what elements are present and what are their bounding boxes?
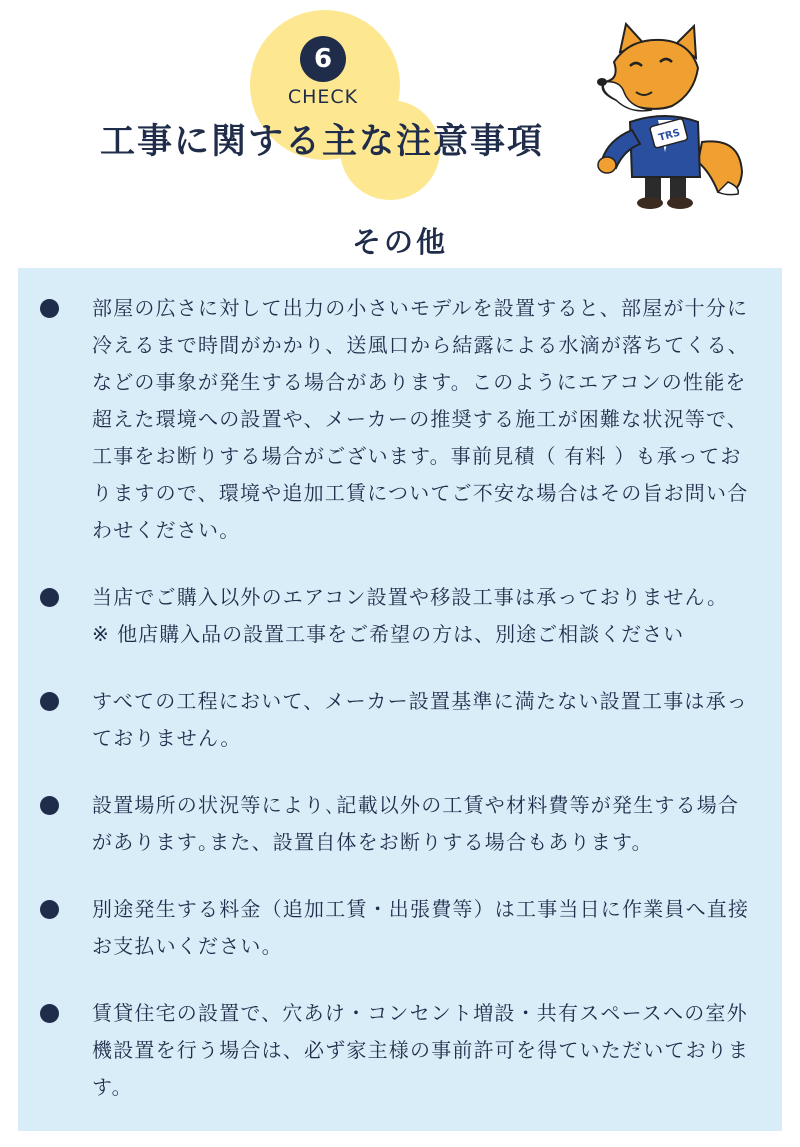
notice-list	[18, 268, 782, 1106]
page-title: 工事に関する主な注意事項	[100, 122, 545, 162]
bullet-dot-icon	[40, 796, 59, 815]
list-item-text: 設置場所の状況等により､記載以外の工賃や材料費等が発生する場合があります｡また、設置自体をお断りする場合もあります。	[92, 793, 740, 854]
list-item	[40, 683, 752, 757]
bullet-dot-icon	[40, 1004, 59, 1023]
bullet-dot-icon	[40, 588, 59, 607]
list-item-note: ※ 他店購入品の設置工事をご希望の方は、別途ご相談ください	[92, 622, 685, 646]
list-item	[40, 579, 752, 653]
list-item-text: 当店でご購入以外のエアコン設置や移設工事は承っておりません。	[92, 585, 729, 609]
list-item	[40, 995, 752, 1106]
mascot-badge-text: TRS	[657, 127, 682, 144]
bullet-dot-icon	[40, 900, 59, 919]
bullet-dot-icon	[40, 692, 59, 711]
list-item	[40, 891, 752, 965]
list-item	[40, 787, 752, 861]
fox-mascot-icon	[590, 22, 750, 212]
section-title: その他	[351, 225, 448, 259]
list-item-text: 部屋の広さに対して出力の小さいモデルを設置すると、部屋が十分に冷えるまで時間がかかり、送風口から結露による水滴が落ちてくる、などの事象が発生する場合があります。このようにエアコンの性能を超えた環境への設置や、メーカーの推奨する施工が困難な状況等で、工事をお断りする場合がございます。事前見積（ 有料 ）も承っておりますので、環境や追加工賃についてご不安な場合はその旨お問い合わせください。	[92, 296, 749, 542]
bullet-dot-icon	[40, 299, 59, 318]
list-item	[40, 290, 752, 549]
page-header	[0, 0, 800, 215]
list-item-text: すべての工程において、メーカー設置基準に満たない設置工事は承っておりません。	[92, 689, 748, 750]
check-label: CHECK	[287, 86, 359, 108]
check-number-badge: 6	[300, 36, 346, 82]
notice-panel	[18, 268, 782, 1131]
list-item-text: 賃貸住宅の設置で、穴あけ・コンセント増設・共有スペースへの室外機設置を行う場合は、必ず家主様の事前許可を得ていただいております。	[92, 1001, 750, 1099]
list-item-text: 別途発生する料金（追加工賃・出張費等）は工事当日に作業員へ直接お支払いください。	[92, 897, 750, 958]
